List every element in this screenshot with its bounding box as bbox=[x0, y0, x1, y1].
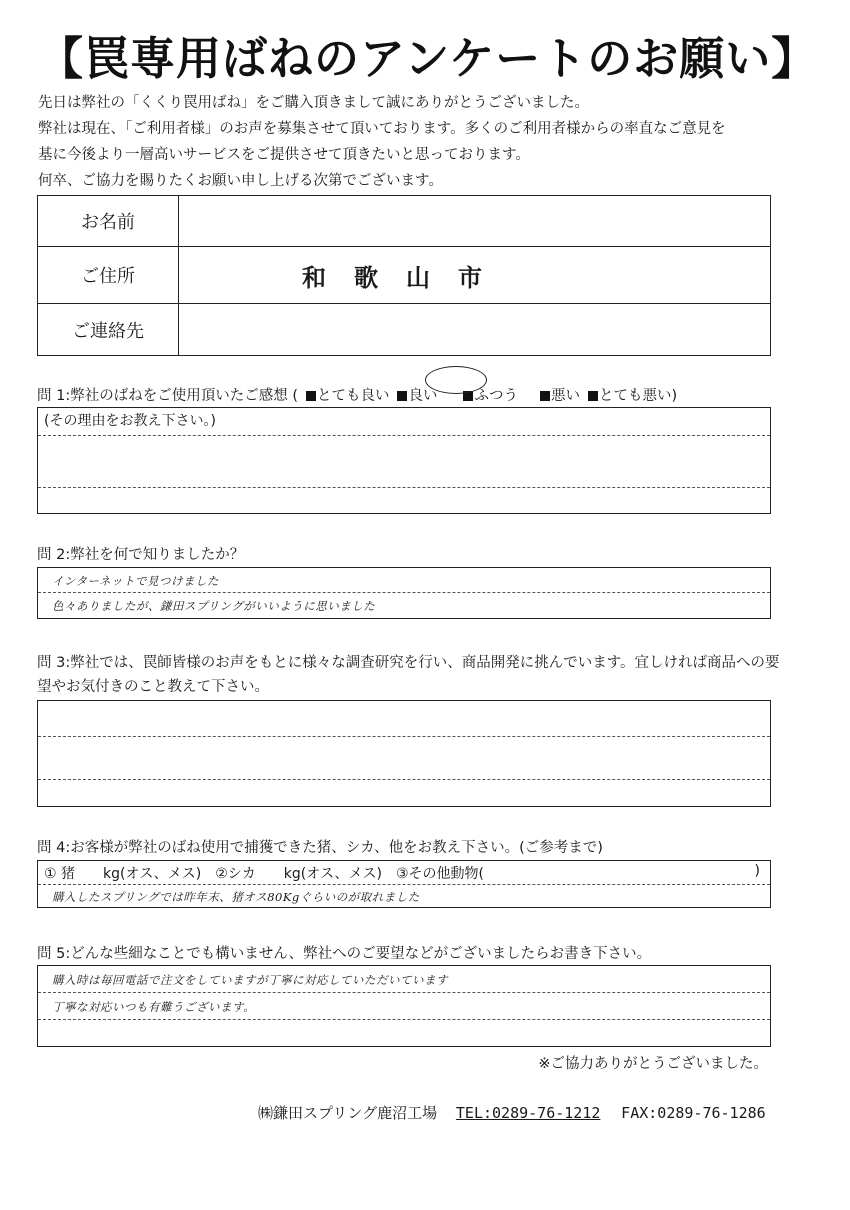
answer-line bbox=[38, 885, 770, 907]
address-field[interactable] bbox=[179, 247, 771, 304]
answer-line bbox=[38, 593, 770, 618]
q4-answer: 購入したスプリングでは昨年末、猪オス80Kgぐらいのが取れました bbox=[52, 890, 420, 904]
name-label: お名前 bbox=[38, 196, 179, 247]
q1-option-bad: 悪い bbox=[550, 388, 580, 404]
answer-line bbox=[38, 436, 770, 488]
q5-question: 問 5:どんな些細なことでも構いません、弊社へのご要望などがございましたらお書き下さい。 bbox=[37, 946, 652, 962]
q3-answer-box[interactable] bbox=[37, 700, 771, 807]
q1-close-paren: ) bbox=[671, 388, 678, 404]
intro-line: 先日は弊社の「くくり罠用ばね」をご購入頂きまして誠にありがとうございました。 bbox=[38, 95, 589, 111]
answer-line bbox=[38, 701, 770, 737]
customer-info-table bbox=[37, 195, 771, 356]
q1-option-normal: ふつう bbox=[474, 388, 518, 404]
page-title: 【罠専用ばねのアンケートのお願い】 bbox=[38, 32, 818, 85]
answer-line bbox=[38, 1020, 770, 1046]
checkbox-icon[interactable] bbox=[397, 391, 407, 401]
q2-answer-1: インターネットで見つけました bbox=[52, 574, 219, 588]
company-name: ㈱鎌田スプリング鹿沼工場 bbox=[258, 1104, 438, 1122]
q5-answer-box[interactable] bbox=[37, 965, 771, 1047]
address-label: ご住所 bbox=[38, 247, 179, 304]
contact-label: ご連絡先 bbox=[38, 304, 179, 356]
intro-line: 基に今後より一層高いサービスをご提供させて頂きたいと思っております。 bbox=[38, 147, 530, 163]
answer-line bbox=[38, 488, 770, 513]
q1-reason-label: (その理由をお教え下さい。) bbox=[44, 413, 216, 429]
answer-line bbox=[38, 408, 770, 436]
address-value: 和歌山市 bbox=[302, 262, 510, 292]
q4-fields-close: ) bbox=[754, 863, 760, 879]
thanks-note: ※ご協力ありがとうございました。 bbox=[538, 1056, 768, 1072]
checkbox-icon[interactable] bbox=[588, 391, 598, 401]
q1-question bbox=[37, 384, 677, 405]
answer-line bbox=[38, 993, 770, 1020]
intro-line: 弊社は現在、「ご利用者様」のお声を募集させて頂いております。多くのご利用者様からの率直なご意見を bbox=[38, 121, 726, 137]
answer-line bbox=[38, 780, 770, 806]
selected-answer-circle bbox=[425, 366, 487, 394]
checkbox-icon[interactable] bbox=[540, 391, 550, 401]
contact-field[interactable] bbox=[179, 304, 771, 356]
q1-option-very-good: とても良い bbox=[316, 388, 390, 404]
q2-answer-2: 色々ありましたが、鎌田スプリングがいいように思いました bbox=[52, 599, 376, 613]
company-footer bbox=[258, 1102, 766, 1123]
answer-line bbox=[38, 861, 770, 885]
q2-question: 問 2:弊社を何で知りましたか？ bbox=[37, 547, 245, 563]
answer-line bbox=[38, 568, 770, 593]
checkbox-icon[interactable] bbox=[306, 391, 316, 401]
answer-line bbox=[38, 737, 770, 780]
q4-answer-box[interactable] bbox=[37, 860, 771, 908]
intro-line: 何卒、ご協力を賜りたくお願い申し上げる次第でございます。 bbox=[38, 173, 443, 189]
contact-row bbox=[38, 304, 771, 356]
q4-fields: ① 猪 kg(オス、メス) ②シカ kg(オス、メス) ③その他動物( bbox=[44, 866, 484, 882]
q3-question: 問 3:弊社では、罠師皆様のお声をもとに様々な調査研究を行い、商品開発に挑んでいます。宜しければ商品への要望やお気付きのこと教えて下さい。 bbox=[37, 655, 780, 695]
q2-answer-box[interactable] bbox=[37, 567, 771, 619]
q1-answer-box[interactable] bbox=[37, 407, 771, 514]
intro-text bbox=[38, 90, 828, 194]
name-field[interactable] bbox=[179, 196, 771, 247]
q1-question-text: 問 1:弊社のばねをご使用頂いたご感想 ( bbox=[37, 388, 298, 404]
q1-option-good: 良い bbox=[408, 388, 438, 404]
q5-answer-2: 丁寧な対応いつも有難うございます。 bbox=[52, 1000, 256, 1014]
q4-question: 問 4:お客様が弊社のばね使用で捕獲できた猪、シカ、他をお教え下さい。(ご参考まで) bbox=[37, 840, 603, 856]
name-row bbox=[38, 196, 771, 247]
fax-number: FAX:0289-76-1286 bbox=[621, 1104, 766, 1122]
answer-line bbox=[38, 966, 770, 993]
q1-option-very-bad: とても悪い bbox=[598, 388, 672, 404]
address-row bbox=[38, 247, 771, 304]
q5-answer-1: 購入時は毎回電話で注文をしていますが丁寧に対応していただいています bbox=[52, 973, 448, 987]
phone-number[interactable]: TEL:0289-76-1212 bbox=[455, 1104, 601, 1122]
